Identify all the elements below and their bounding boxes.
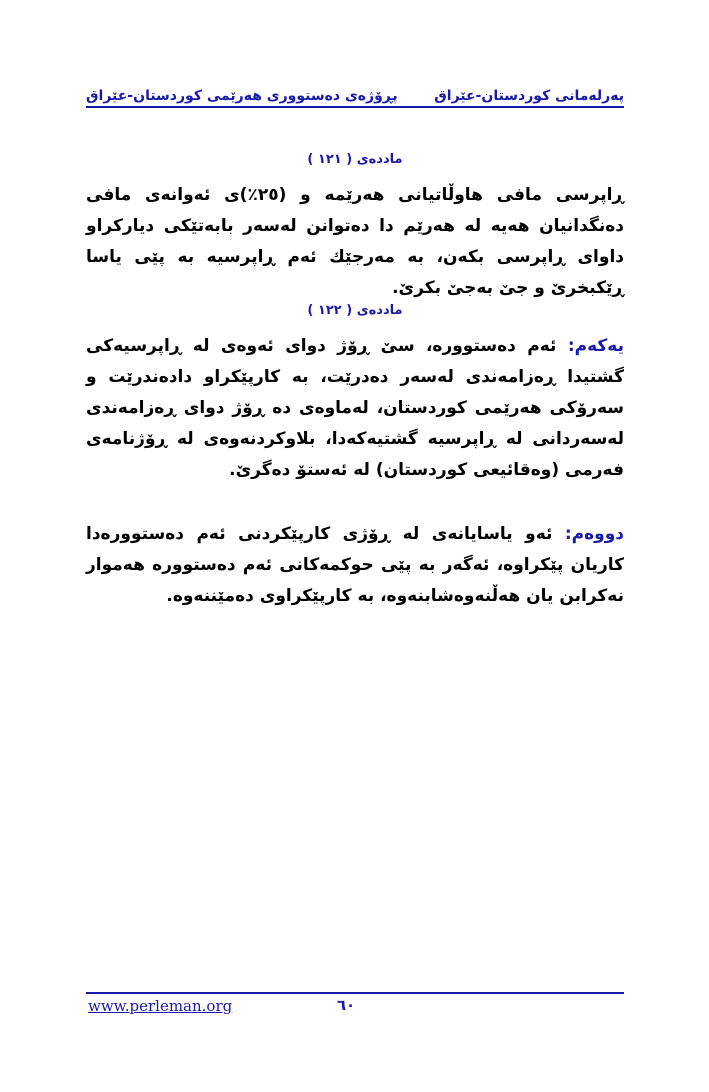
item-label-first: یەکەم: (567, 336, 624, 356)
article-121-heading: ماددەی ( ١٢١ ) (307, 152, 403, 167)
footer-divider (86, 992, 624, 994)
header-parliament-title: پەرلەمانی کوردستان-عێراق (434, 88, 624, 104)
item-label-second: دووەم: (564, 524, 624, 544)
header-document-title: پڕۆژەی دەستووری هەرێمی کوردستان-عێراق (86, 88, 398, 104)
website-link[interactable]: www.perleman.org (88, 997, 233, 1015)
article-122-heading: ماددەی ( ١٢٢ ) (307, 303, 403, 318)
item-text-second: ئەو یاسایانەی لە ڕۆژی کارپێکردنی ئەم دەستوورەدا کاریان پێکراوە، ئەگەر بە پێی حوکمەکانی ئەم دەستوورە هەموار نەکرابن یان هەڵنەوەشابنەوە، بە کارپێکراوی دەمێننەوە. (86, 524, 624, 606)
article-122-item-2 (86, 519, 624, 612)
page-number: ٦٠ (336, 996, 356, 1014)
article-121-text: ڕاپرسی مافی هاوڵاتیانی هەرێمە و (٢٥٪)ی ئەوانەی مافی دەنگدانیان هەیە لە هەرێم دا دەتوانن لەسەر بابەتێکی دیارکراو داوای ڕاپرسی بکەن، بە مەرجێك ئەم ڕاپرسیە بە پێی یاسا ڕێکبخرێ و جێ بەجێ بکرێ. (86, 185, 624, 298)
page-header (86, 78, 624, 104)
item-text-first: ئەم دەستوورە، سێ ڕۆژ دوای ئەوەی لە ڕاپرسیەکی گشتیدا ڕەزامەندی لەسەر دەدرێت، بە کارپێکراو دادەندرێت و سەرۆکی هەرێمی کوردستان، لەماوەی دە ڕۆژ دوای ڕەزامەندی لەسەردانی لە ڕاپرسیە گشتیەکەدا، بلاوکردنەوەی لە ڕۆژنامەی فەرمی (وەقائیعی کوردستان) لە ئەستۆ دەگرێ. (86, 336, 624, 480)
article-122-item-1 (86, 331, 624, 486)
header-divider (86, 106, 624, 108)
